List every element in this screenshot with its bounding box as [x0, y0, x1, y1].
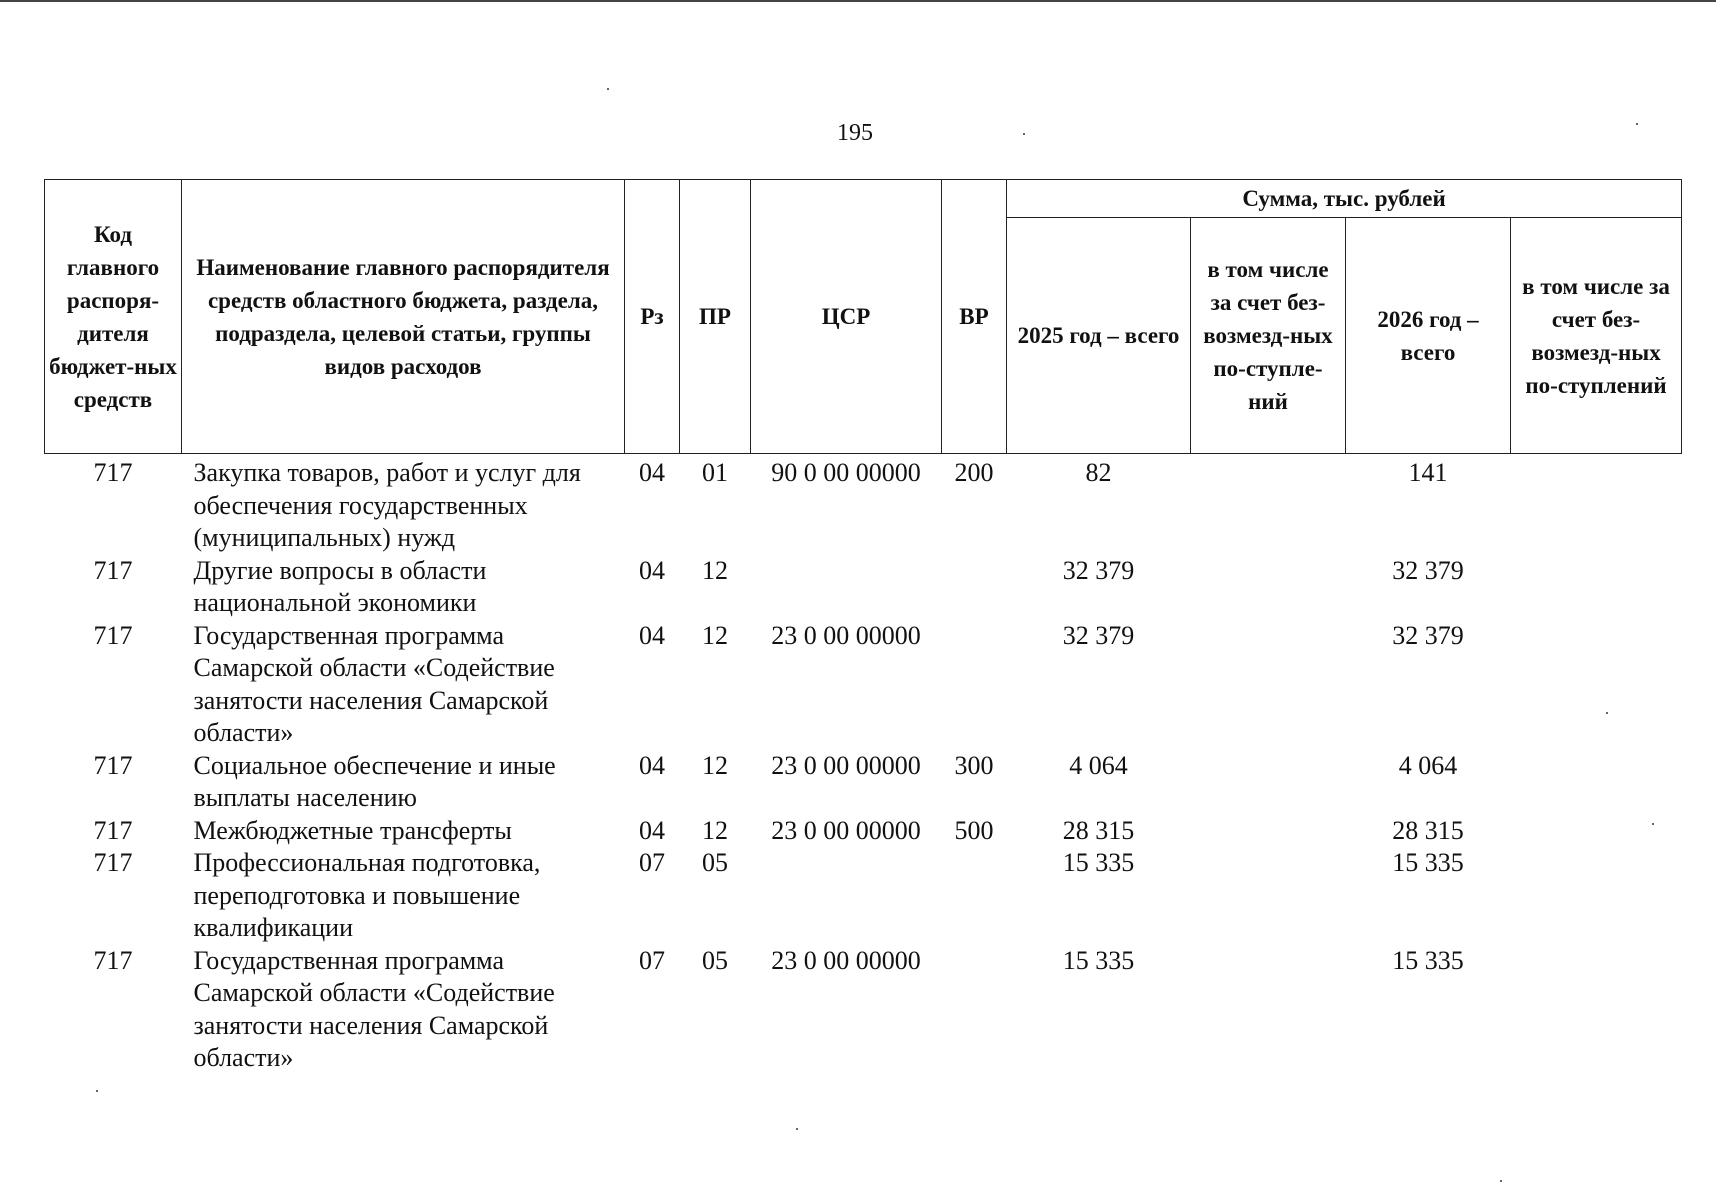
cell-2026-free — [1511, 750, 1682, 815]
scan-speck — [607, 88, 609, 90]
cell-pr: 12 — [702, 620, 728, 650]
cell-rz: 04 — [639, 620, 665, 650]
header-2025-free: в том числе за счет без-возмезд-ных по-ступле-ний — [1191, 218, 1346, 454]
cell-code: 717 — [93, 750, 133, 780]
header-csr: ЦСР — [751, 180, 942, 454]
header-pr: ПР — [680, 180, 751, 454]
cell-rz: 07 — [639, 848, 665, 877]
cell-2025-total: 4 064 — [1069, 750, 1128, 780]
cell-2025-total: 82 — [1085, 458, 1112, 487]
cell-pr: 05 — [702, 945, 728, 975]
cell-2025-total: 15 335 — [1062, 848, 1135, 877]
table-body — [45, 454, 1682, 1075]
cell-2025-free — [1191, 454, 1346, 555]
cell-code: 717 — [93, 555, 133, 585]
cell-name: Другие вопросы в области национальной экономики — [193, 555, 487, 617]
cell-2025-free — [1191, 555, 1346, 620]
cell-2025-total: 32 379 — [1062, 620, 1135, 650]
cell-2025-free — [1191, 750, 1346, 815]
table-row — [45, 815, 1682, 848]
cell-2026-free — [1511, 945, 1682, 1075]
header-2026-total: 2026 год – всего — [1346, 218, 1511, 454]
scan-speck — [1500, 1180, 1502, 1182]
cell-name: Социальное обеспечение и иные выплаты населению — [193, 750, 556, 812]
cell-2026-free — [1511, 620, 1682, 750]
cell-rz: 04 — [639, 750, 665, 780]
page-number: 195 — [837, 120, 873, 146]
cell-2025-total: 32 379 — [1062, 555, 1135, 585]
cell-2025-free — [1191, 847, 1346, 945]
cell-name: Профессиональная подготовка, переподготовка и повышение квалификации — [193, 848, 541, 942]
header-rz: Рз — [625, 180, 680, 454]
table-row — [45, 454, 1682, 555]
table-header — [45, 180, 1682, 454]
cell-pr: 05 — [702, 848, 728, 877]
cell-2026-free — [1511, 847, 1682, 945]
cell-2025-free — [1191, 815, 1346, 848]
table-row — [45, 750, 1682, 815]
header-vr: ВР — [942, 180, 1007, 454]
cell-csr: 23 0 00 00000 — [771, 815, 921, 845]
cell-2026-total: 32 379 — [1392, 620, 1464, 650]
cell-2026-total: 4 064 — [1398, 750, 1458, 780]
scan-speck — [96, 1090, 98, 1092]
scan-top-border — [0, 0, 1716, 2]
cell-2025-total: 15 335 — [1062, 945, 1135, 975]
cell-2025-free — [1191, 620, 1346, 750]
cell-csr: 23 0 00 00000 — [771, 750, 921, 780]
cell-2026-total: 32 379 — [1392, 555, 1464, 585]
header-2026-free: в том числе за счет без-возмезд-ных по-ступлений — [1511, 218, 1682, 454]
cell-name: Государственная программа Самарской области «Содействие занятости населения Самарской области» — [193, 945, 555, 1072]
cell-code: 717 — [93, 620, 133, 650]
cell-code: 717 — [93, 848, 133, 877]
cell-2026-total: 15 335 — [1392, 848, 1464, 877]
cell-name: Закупка товаров, работ и услуг для обеспечения государственных (муниципальных) нужд — [193, 458, 581, 552]
header-name: Наименование главного распорядителя средств областного бюджета, раздела, подраздела, целевой статьи, группы видов расходов — [182, 180, 625, 454]
cell-rz: 04 — [639, 458, 665, 487]
header-2025-total: 2025 год – всего — [1007, 218, 1191, 454]
cell-pr: 12 — [702, 815, 728, 845]
header-sum-group: Сумма, тыс. рублей — [1007, 180, 1682, 218]
cell-2026-free — [1511, 815, 1682, 848]
cell-csr — [751, 555, 942, 620]
table-row — [45, 620, 1682, 750]
cell-code: 717 — [93, 458, 133, 487]
cell-2026-free — [1511, 454, 1682, 555]
cell-2026-total: 141 — [1408, 458, 1448, 487]
budget-table — [44, 179, 1682, 1075]
cell-vr: 300 — [954, 750, 994, 780]
cell-2026-total: 28 315 — [1392, 815, 1464, 845]
scan-speck — [1023, 133, 1025, 135]
table-row — [45, 555, 1682, 620]
cell-pr: 12 — [702, 555, 728, 585]
cell-csr: 23 0 00 00000 — [771, 620, 921, 650]
cell-name: Государственная программа Самарской области «Содействие занятости населения Самарской области» — [193, 620, 555, 747]
cell-vr — [942, 945, 1007, 1075]
cell-code: 717 — [93, 945, 133, 975]
header-code: Код главного распоря-дителя бюджет-ных средств — [45, 180, 182, 454]
cell-vr: 500 — [954, 815, 994, 845]
cell-rz: 04 — [639, 555, 665, 585]
cell-rz: 07 — [639, 945, 665, 975]
cell-2025-total: 28 315 — [1062, 815, 1135, 845]
cell-csr: 23 0 00 00000 — [771, 945, 921, 975]
cell-vr — [942, 847, 1007, 945]
cell-csr: 90 0 00 00000 — [771, 458, 921, 487]
scan-speck — [1636, 123, 1638, 125]
scan-speck — [1606, 712, 1608, 714]
scan-speck — [796, 1128, 798, 1130]
cell-csr — [751, 847, 942, 945]
scan-speck — [1652, 823, 1654, 825]
cell-2026-total: 15 335 — [1392, 945, 1464, 975]
cell-vr — [942, 620, 1007, 750]
cell-vr — [942, 555, 1007, 620]
cell-pr: 12 — [702, 750, 728, 780]
cell-2026-free — [1511, 555, 1682, 620]
cell-code: 717 — [93, 815, 133, 845]
cell-vr: 200 — [954, 458, 994, 487]
cell-2025-free — [1191, 945, 1346, 1075]
cell-pr: 01 — [702, 458, 728, 487]
cell-name: Межбюджетные трансферты — [193, 815, 512, 845]
cell-rz: 04 — [639, 815, 665, 845]
table-row — [45, 945, 1682, 1075]
table-row — [45, 847, 1682, 945]
